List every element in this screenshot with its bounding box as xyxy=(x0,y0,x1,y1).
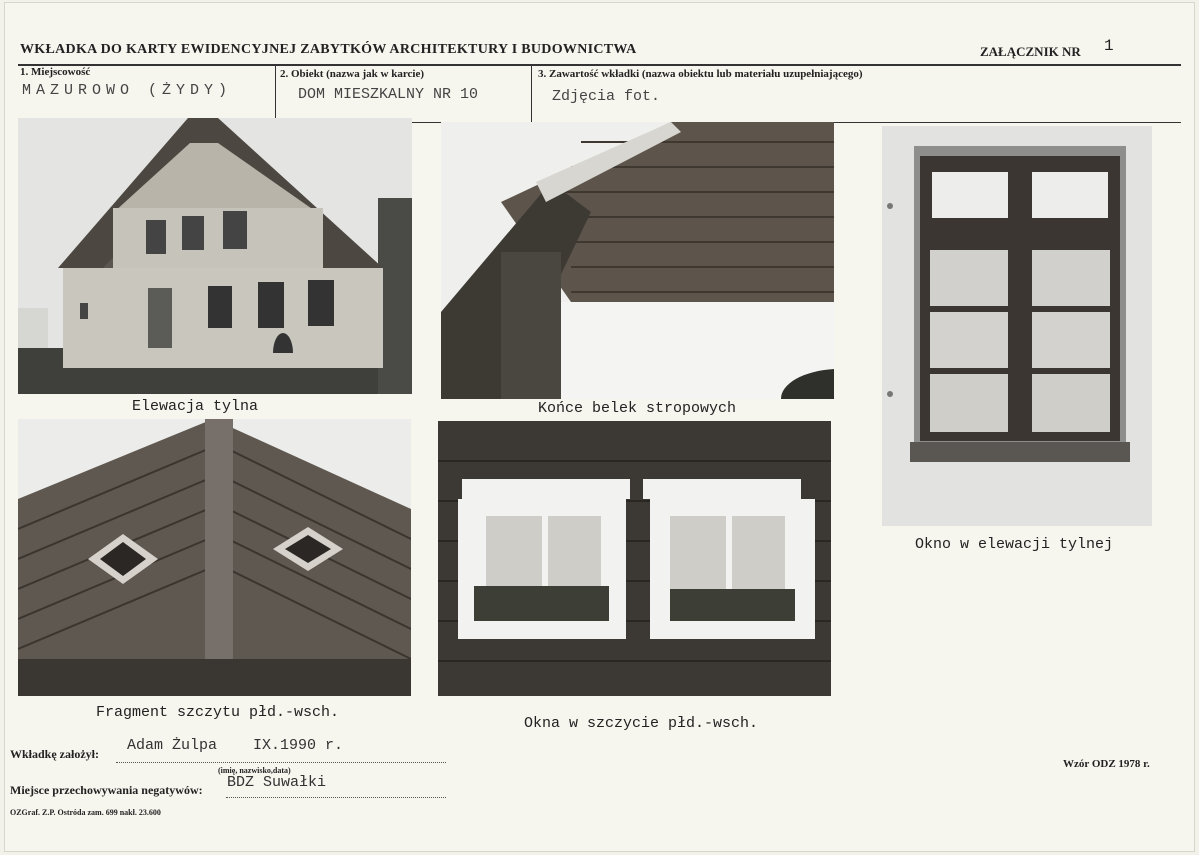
locality-label: 1. Miejscowość xyxy=(20,66,91,78)
photo-rear-elevation xyxy=(18,118,412,394)
template-label: Wzór ODZ 1978 r. xyxy=(1063,758,1150,770)
attachment-number: 1 xyxy=(1104,37,1114,55)
photo-beam-ends xyxy=(441,122,834,399)
content-value: Zdjęcia fot. xyxy=(552,88,661,105)
photo-gable-windows xyxy=(438,421,831,696)
content-label: 3. Zawartość wkładki (nazwa obiektu lub materiału uzupełniającego) xyxy=(538,68,863,80)
established-dotline xyxy=(116,762,446,763)
caption-gable-fragment: Fragment szczytu płd.-wsch. xyxy=(96,704,340,721)
photo-gable-fragment xyxy=(18,419,411,696)
negatives-label: Miejsce przechowywania negatywów: xyxy=(10,783,203,797)
field-divider-2 xyxy=(531,66,532,122)
object-label: 2. Obiekt (nazwa jak w karcie) xyxy=(280,68,425,80)
locality-value: MAZUROWO (ŻYDY) xyxy=(22,82,233,99)
field-divider-1 xyxy=(275,66,276,122)
name-note: (imię, nazwisko,data) xyxy=(218,766,291,775)
card-title: WKŁADKA DO KARTY EWIDENCYJNEJ ZABYTKÓW ARCHITEKTURY I BUDOWNICTWA xyxy=(20,42,637,57)
caption-rear-elevation: Elewacja tylna xyxy=(132,398,259,415)
caption-gable-windows: Okna w szczycie płd.-wsch. xyxy=(524,715,759,732)
established-value: Adam Żulpa IX.1990 r. xyxy=(127,737,344,754)
object-value: DOM MIESZKALNY NR 10 xyxy=(298,86,479,103)
photo-rear-window xyxy=(882,126,1152,526)
header-rule xyxy=(18,64,1181,66)
attachment-label: ZAŁĄCZNIK NR xyxy=(980,44,1081,59)
caption-beam-ends: Końce belek stropowych xyxy=(538,400,737,417)
established-label: Wkładkę założył: xyxy=(10,747,99,761)
negatives-value: BDZ Suwałki xyxy=(227,774,327,791)
print-info: OZGraf. Z.P. Ostróda zam. 699 nakł. 23.600 xyxy=(10,808,161,817)
caption-rear-window: Okno w elewacji tylnej xyxy=(915,536,1114,553)
negatives-dotline xyxy=(226,797,446,798)
